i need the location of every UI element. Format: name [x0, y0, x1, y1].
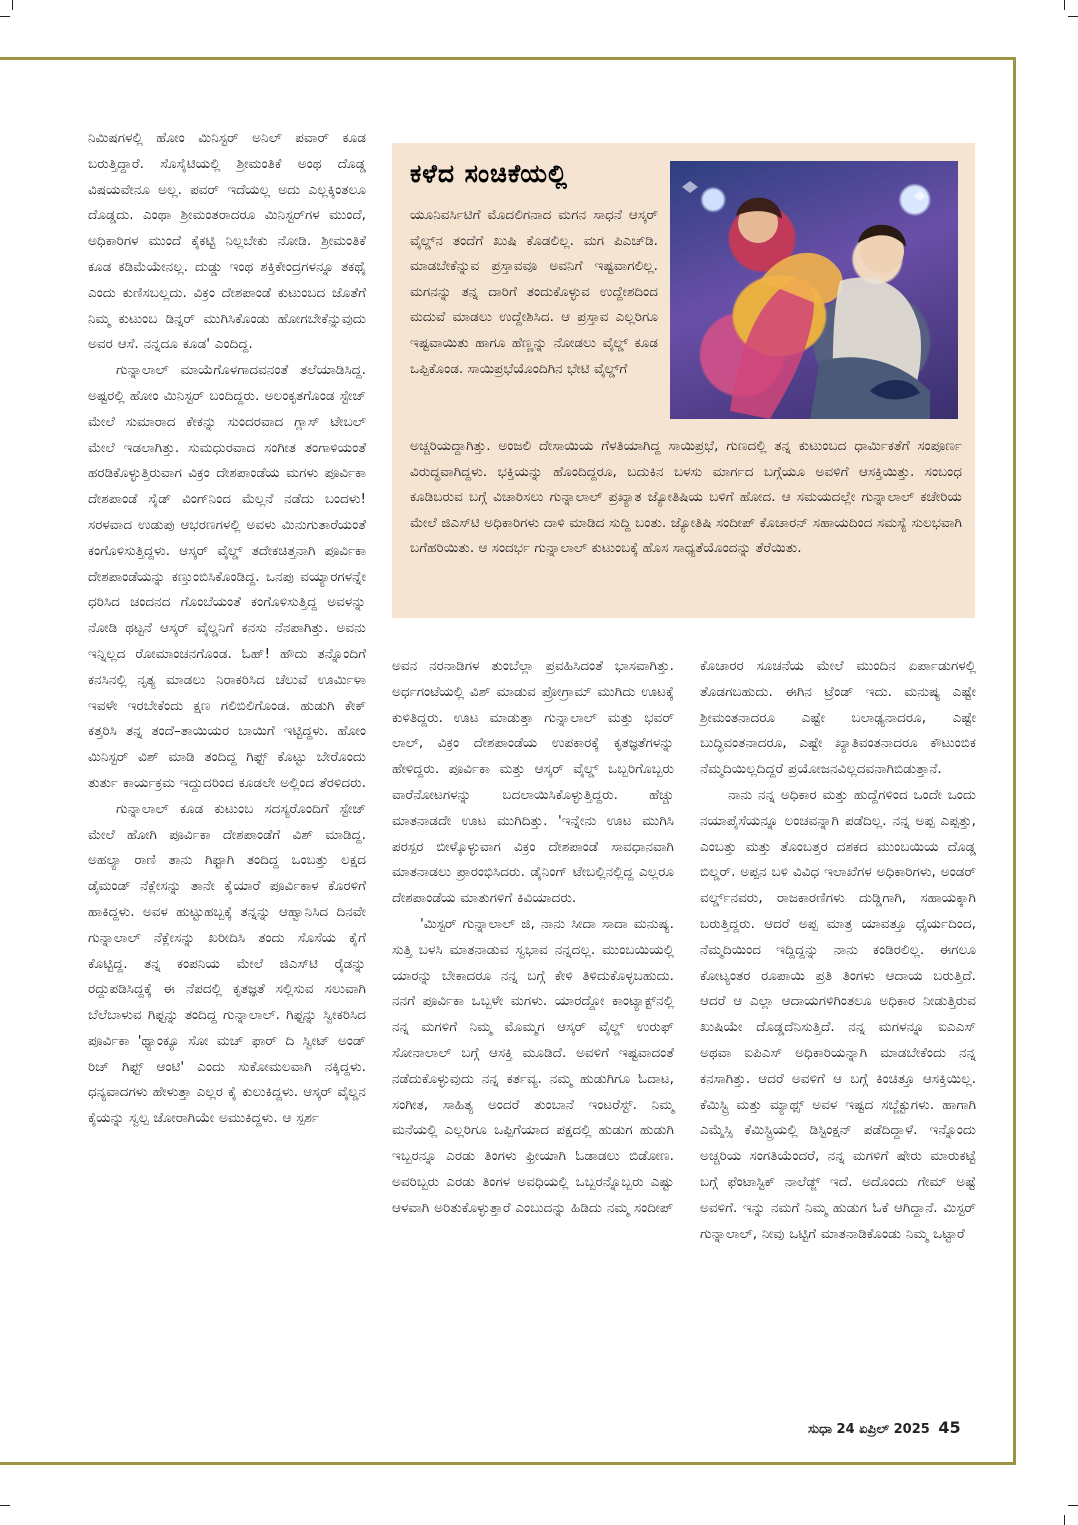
paragraph: ನಿಮಿಷಗಳಲ್ಲಿ ಹೋಂ ಮಿನಿಸ್ಟರ್ ಅನಿಲ್ ಪವಾರ್ ಕೂಡ ಬರುತ್ತಿದ್ದಾರೆ. ಸೊಸೈಟಿಯಲ್ಲಿ ಶ್ರೀಮಂತಿಕೆ ಅಂಥ ದೊಡ್ಡ ವಿಷಯವೇನೂ ಅಲ್ಲ. ಪವರ್ ಇದೆಯಲ್ಲ ಅದು ಎಲ್ಲಕ್ಕಿಂತಲೂ ದೊಡ್ಡದು. ಎಂಥಾ ಶ್ರೀಮಂತರಾದರೂ ಮಿನಿಸ್ಟರ್‌ಗಳ ಮುಂದೆ, ಅಧಿಕಾರಿಗಳ ಮುಂದೆ ಕೈಕಟ್ಟಿ ನಿಲ್ಲಬೇಕು ನೋಡಿ. ಶ್ರೀಮಂತಿಕೆ ಕೂಡ ಕಡಿಮೆಯೇನಲ್ಲ. ದುಡ್ಡು ಇಂಥ ಶಕ್ತಿಕೇಂದ್ರಗಳನ್ನೂ ತಕಥೈ ಎಂದು ಕುಣಿಸಬಲ್ಲದು. ವಿಕ್ರಂ ದೇಶಪಾಂಡೆ ಕುಟುಂಬದ ಜೊತೆಗೆ ನಿಮ್ಮ ಕುಟುಂಬ ಡಿನ್ನರ್ ಮುಗಿಸಿಕೊಂಡು ಹೋಗಬೇಕೆನ್ನುವುದು ಅವರ ಆಸೆ. ನನ್ನದೂ ಕೂಡ' ಎಂದಿದ್ದ. [88, 130, 366, 353]
crop-mark [1064, 0, 1065, 10]
crop-mark [0, 1505, 10, 1506]
previous-episode-summary: ಯೂನಿವರ್ಸಿಟಿಗೆ ಮೊದಲಿಗನಾದ ಮಗನ ಸಾಧನೆ ಆಸ್ಕರ್ ವೈಲ್ಡ್‌ನ ತಂದೆಗೆ ಖುಷಿ ಕೊಡಲಿಲ್ಲ. ಮಗ ಪಿಎಚ್‌ಡಿ. ಮಾಡಬೇಕೆನ್ನುವ ಪ್ರಸ್ತಾವವೂ ಅವನಿಗೆ ಇಷ್ಟವಾಗಲಿಲ್ಲ. ಮಗನನ್ನು ತನ್ನ ದಾರಿಗೆ ತಂದುಕೊಳ್ಳುವ ಉದ್ದೇಶದಿಂದ ಮದುವೆ ಮಾಡಲು ಉದ್ದೇಶಿಸಿದ. ಆ ಪ್ರಸ್ತಾವ ಎಲ್ಲರಿಗೂ ಇಷ್ಟವಾಯಿತು ಹಾಗೂ ಹೆಣ್ಣನ್ನು ನೋಡಲು ವೈಲ್ಡ್ ಕೂಡ ಒಪ್ಪಿಕೊಂಡ. ಸಾಯಿಪ್ರಭೆಯೊಂದಿಗಿನ ಭೇಟಿ ವೈಲ್ಡ್‌ಗೆ [410, 207, 658, 377]
crop-mark [1064, 1515, 1065, 1525]
illustration-couple-image [670, 161, 958, 419]
paragraph: ಗುನ್ನಾಲಾಲ್ ಕೂಡ ಕುಟುಂಬ ಸದಸ್ಯರೊಂದಿಗೆ ಸ್ಟೇಜ್ ಮೇಲೆ ಹೋಗಿ ಪೂರ್ವಿಕಾ ದೇಶಪಾಂಡೆಗೆ ವಿಶ್ ಮಾಡಿದ್ದ. ಅಹಲ್ಯಾ ರಾಣಿ ತಾನು ಗಿಫ್ಟಾಗಿ ತಂದಿದ್ದ ಒಂಬತ್ತು ಲಕ್ಷದ ಡೈಮಂಡ್ ನೆಕ್ಲೇಸನ್ನು ತಾನೇ ಕೈಯಾರೆ ಪೂರ್ವಿಕಾಳ ಕೊರಳಿಗೆ ಹಾಕಿದ್ದಳು. ಅವಳ ಹುಟ್ಟುಹಬ್ಬಕ್ಕೆ ತನ್ನನ್ನು ಆಹ್ವಾನಿಸಿದ ದಿನವೇ ಗುನ್ನಾಲಾಲ್ ನೆಕ್ಲೇಸನ್ನು ಖರೀದಿಸಿ ತಂದು ಸೊಸೆಯ ಕೈಗೆ ಕೊಟ್ಟಿದ್ದ. ತನ್ನ ಕಂಪನಿಯ ಮೇಲೆ ಜಿಎಸ್‌ಟಿ ರೈಡನ್ನು ರದ್ದುಪಡಿಸಿದ್ದಕ್ಕೆ ಈ ನೆಪದಲ್ಲಿ ಕೃತಜ್ಞತೆ ಸಲ್ಲಿಸುವ ಸಲುವಾಗಿ ಬೆಲೆಬಾಳುವ ಗಿಫ್ಟನ್ನು ತಂದಿದ್ದ ಗುನ್ನಾಲಾಲ್. ಗಿಫ್ಟನ್ನು ಸ್ವೀಕರಿಸಿದ ಪೂರ್ವಿಕಾ 'ಥ್ಯಾಂಕ್ಯೂ ಸೋ ಮಚ್ ಫಾರ್ ದಿ ಸ್ವೀಟ್ ಅಂಡ್ ರಿಚ್ ಗಿಫ್ಟ್ ಆಂಟಿ' ಎಂದು ಸುಕೋಮಲವಾಗಿ ನಕ್ಕಿದ್ದಳು. ಧನ್ಯವಾದಗಳು ಹೇಳುತ್ತಾ ಎಲ್ಲರ ಕೈ ಕುಲುಕಿದ್ದಳು. ಆಸ್ಕರ್ ವೈಲ್ಡನ ಕೈಯನ್ನು ಸ್ವಲ್ಪ ಜೋರಾಗಿಯೇ ಅಮುಕಿದ್ದಳು. ಆ ಸ್ಪರ್ಶ [88, 800, 366, 1127]
text-column-2 [392, 654, 674, 1222]
paragraph: ಗುನ್ನಾಲಾಲ್ ಮಾಯೆಗೊಳಗಾದವನಂತೆ ತಲೆಯಾಡಿಸಿದ್ದ. ಅಷ್ಟರಲ್ಲಿ ಹೋಂ ಮಿನಿಸ್ಟರ್ ಬಂದಿದ್ದರು. ಅಲಂಕೃತಗೊಂಡ ಸ್ಟೇಜ್ ಮೇಲೆ ಸುಮಾರಾದ ಕೇಕನ್ನು ಸುಂದರವಾದ ಗ್ಲಾಸ್ ಟೇಬಲ್ ಮೇಲೆ ಇಡಲಾಗಿತ್ತು. ಸುಮಧುರವಾದ ಸಂಗೀತ ತಂಗಾಳಿಯಂತೆ ಹರಡಿಕೊಳ್ಳುತ್ತಿರುವಾಗ ವಿಕ್ರಂ ದೇಶಪಾಂಡೆಯ ಮಗಳು ಪೂರ್ವಿಕಾ ದೇಶಪಾಂಡೆ ಸೈಡ್ ವಿಂಗ್‌ನಿಂದ ಮೆಲ್ಲನೆ ನಡೆದು ಬಂದಳು! ಸರಳವಾದ ಉಡುಪು ಆಭರಣಗಳಲ್ಲಿ ಅವಳು ಮಿನುಗುತಾರೆಯಂತೆ ಕಂಗೊಳಿಸುತ್ತಿದ್ದಳು. ಆಸ್ಕರ್ ವೈಲ್ಡ್ ತದೇಕಚಿತ್ತನಾಗಿ ಪೂರ್ವಿಕಾ ದೇಶಪಾಂಡೆಯನ್ನು ಕಣ್ತುಂಬಿಸಿಕೊಂಡಿದ್ದ. ಒನಪು ವಯ್ಯಾರಗಳನ್ನೇ ಧರಿಸಿದ ಚಂದನದ ಗೊಂಬೆಯಂತೆ ಕಂಗೊಳಿಸುತ್ತಿದ್ದ ಅವಳನ್ನು ನೋಡಿ ಥಟ್ಟನೆ ಆಸ್ಕರ್ ವೈಲ್ಡನಿಗೆ ಕನಸು ನೆನಪಾಗಿತ್ತು. ಅವನು ಇನ್ನಿಲ್ಲದ ರೋಮಾಂಚನಗೊಂಡ. ಓಹ್! ಹೌದು ತನ್ನೊಂದಿಗೆ ಕನಸಿನಲ್ಲಿ ನೃತ್ಯ ಮಾಡಲು ನಿರಾಕರಿಸಿದ ಚೆಲುವೆ ಊರ್ಮಿಳಾ ಇವಳೇ ಇರಬೇಕೆಂದು ಕ್ಷಣ ಗಲಿಬಿಲಿಗೊಂಡ. ಹುಡುಗಿ ಕೇಕ್ ಕತ್ತರಿಸಿ ತನ್ನ ತಂದೆ–ತಾಯಿಯರ ಬಾಯಿಗೆ ಇಟ್ಟಿದ್ದಳು. ಹೋಂ ಮಿನಿಸ್ಟರ್ ವಿಶ್ ಮಾಡಿ ತಂದಿದ್ದ ಗಿಫ್ಟ್ ಕೊಟ್ಟು ಬೇರೊಂದು ತುರ್ತು ಕಾರ್ಯಕ್ರಮ ಇದ್ದುದರಿಂದ ಕೂಡಲೇ ಅಲ್ಲಿಂದ ತೆರಳಿದರು. [88, 362, 366, 791]
previous-episode-box [392, 143, 975, 618]
paragraph: ಅವನ ನರನಾಡಿಗಳ ತುಂಬೆಲ್ಲಾ ಪ್ರವಹಿಸಿದಂತೆ ಭಾಸವಾಗಿತ್ತು. ಅರ್ಧಗಂಟೆಯಲ್ಲಿ ವಿಶ್ ಮಾಡುವ ಪ್ರೋಗ್ರಾಮ್ ಮುಗಿದು ಊಟಕ್ಕೆ ಕುಳಿತಿದ್ದರು. ಊಟ ಮಾಡುತ್ತಾ ಗುನ್ನಾಲಾಲ್ ಮತ್ತು ಭವರ್ ಲಾಲ್, ವಿಕ್ರಂ ದೇಶಪಾಂಡೆಯ ಉಪಕಾರಕ್ಕೆ ಕೃತಜ್ಞತೆಗಳನ್ನು ಹೇಳಿದ್ದರು. ಪೂರ್ವಿಕಾ ಮತ್ತು ಆಸ್ಕರ್ ವೈಲ್ಡ್ ಒಬ್ಬರಿಗೊಬ್ಬರು ವಾರೆನೋಟಗಳನ್ನು ಬದಲಾಯಿಸಿಕೊಳ್ಳುತ್ತಿದ್ದರು. ಹೆಚ್ಚು ಮಾತನಾಡದೇ ಊಟ ಮುಗಿದಿತ್ತು. 'ಇನ್ನೇನು ಊಟ ಮುಗಿಸಿ ಪರಸ್ಪರ ಬೀಳ್ಕೊಳ್ಳುವಾಗ ವಿಕ್ರಂ ದೇಶಪಾಂಡೆ ಸಾವಧಾನವಾಗಿ ಮಾತನಾಡಲು ಪ್ರಾರಂಭಿಸಿದರು. ಡೈನಿಂಗ್ ಟೇಬಲ್ಲಿನಲ್ಲಿದ್ದ ಎಲ್ಲರೂ ದೇಶಪಾಂಡೆಯ ಮಾತುಗಳಿಗೆ ಕಿವಿಯಾದರು. [392, 658, 674, 907]
crop-mark [1068, 1505, 1078, 1506]
crop-mark [12, 0, 13, 10]
text-column-1 [88, 126, 366, 1132]
paragraph: ಕೊಚಾರರ ಸೂಚನೆಯ ಮೇಲೆ ಮುಂದಿನ ಏರ್ಪಾಡುಗಳಲ್ಲಿ ತೊಡಗಬಹುದು. ಈಗಿನ ಟ್ರೆಂಡ್ ಇದು. ಮನುಷ್ಯ ಎಷ್ಟೇ ಶ್ರೀಮಂತನಾದರೂ ಎಷ್ಟೇ ಬಲಾಢ್ಯನಾದರೂ, ಎಷ್ಟೇ ಬುದ್ಧಿವಂತನಾದರೂ, ಎಷ್ಟೇ ಖ್ಯಾತಿವಂತನಾದರೂ ಕೌಟುಂಬಿಕ ನೆಮ್ಮದಿಯಿಲ್ಲದಿದ್ದರೆ ಪ್ರಯೋಜನವಿಲ್ಲದವನಾಗಿಬಿಡುತ್ತಾನೆ. [700, 658, 976, 778]
page-number: 45 [938, 1418, 961, 1437]
paragraph: ನಾನು ನನ್ನ ಅಧಿಕಾರ ಮತ್ತು ಹುದ್ದೆಗಳಿಂದ ಒಂದೇ ಒಂದು ನಯಾಪೈಸೆಯನ್ನೂ ಲಂಚವನ್ನಾಗಿ ಪಡೆದಿಲ್ಲ. ನನ್ನ ಅಪ್ಪ ಎಪ್ಪತ್ತು, ಎಂಬತ್ತು ಮತ್ತು ತೊಂಬತ್ತರ ದಶಕದ ಮುಂಬಯಿಯ ದೊಡ್ಡ ಬಿಲ್ಡರ್. ಅಪ್ಪನ ಬಳಿ ವಿವಿಧ ಇಲಾಖೆಗಳ ಅಧಿಕಾರಿಗಳು, ಅಂಡರ್ ವರ್ಲ್ಡ್‌ನವರು, ರಾಜಕಾರಣಿಗಳು ದುಡ್ಡಿಗಾಗಿ, ಸಹಾಯಕ್ಕಾಗಿ ಬರುತ್ತಿದ್ದರು. ಆದರೆ ಅಪ್ಪ ಮಾತ್ರ ಯಾವತ್ತೂ ಧೈರ್ಯದಿಂದ, ನೆಮ್ಮದಿಯಿಂದ ಇದ್ದಿದ್ದನ್ನು ನಾನು ಕಂಡಿರಲಿಲ್ಲ. ಈಗಲೂ ಕೋಟ್ಯಂತರ ರೂಪಾಯಿ ಪ್ರತಿ ತಿಂಗಳು ಆದಾಯ ಬರುತ್ತಿದೆ. ಆದರೆ ಆ ಎಲ್ಲಾ ಆದಾಯಗಳಿಗಿಂತಲೂ ಅಧಿಕಾರ ನೀಡುತ್ತಿರುವ ಖುಷಿಯೇ ದೊಡ್ಡದೆನಿಸುತ್ತಿದೆ. ನನ್ನ ಮಗಳನ್ನೂ ಐಎಎಸ್ ಅಥವಾ ಐಪಿಎಸ್ ಅಧಿಕಾರಿಯನ್ನಾಗಿ ಮಾಡಬೇಕೆಂದು ನನ್ನ ಕನಸಾಗಿತ್ತು. ಆದರೆ ಅವಳಿಗೆ ಆ ಬಗ್ಗೆ ಕಿಂಚಿತ್ತೂ ಆಸಕ್ತಿಯಿಲ್ಲ. ಕೆಮಿಸ್ಟ್ರಿ ಮತ್ತು ಮ್ಯಾಥ್ಸ್ ಅವಳ ಇಷ್ಟದ ಸಬ್ಜೆಕ್ಟುಗಳು. ಹಾಗಾಗಿ ಎಮ್ಮೆಸ್ಸಿ ಕೆಮಿಸ್ಟ್ರಿಯಲ್ಲಿ ಡಿಸ್ಟಿಂಕ್ಷನ್ ಪಡೆದಿದ್ದಾಳೆ. ಇನ್ನೊಂದು ಅಚ್ಚರಿಯ ಸಂಗತಿಯೆಂದರೆ, ನನ್ನ ಮಗಳಿಗೆ ಷೇರು ಮಾರುಕಟ್ಟೆ ಬಗ್ಗೆ ಫೆಂಟಾಸ್ಟಿಕ್ ನಾಲೆಡ್ಜ್ ಇದೆ. ಅದೊಂದು ಗೇಮ್ ಅಷ್ಟೆ ಅವಳಿಗೆ. ಇನ್ನು ನಮಗೆ ನಿಮ್ಮ ಹುಡುಗ ಓಕೆ ಆಗಿದ್ದಾನೆ. ಮಿಸ್ಟರ್ ಗುನ್ನಾಲಾಲ್, ನೀವು ಒಟ್ಟಿಗೆ ಮಾತನಾಡಿಕೊಂಡು ನಿಮ್ಮ ಒಟ್ಟಾರೆ [700, 786, 976, 1242]
previous-episode-title: ಕಳೆದ ಸಂಚಿಕೆಯಲ್ಲಿ [410, 159, 568, 188]
text-column-3 [700, 654, 976, 1247]
previous-episode-summary-continued: ಅಚ್ಚರಿಯದ್ದಾಗಿತ್ತು. ಅಂಜಲಿ ದೇಸಾಯಿಯ ಗೆಳತಿಯಾಗಿದ್ದ ಸಾಯಿಪ್ರಭೆ, ಗುಣದಲ್ಲಿ ತನ್ನ ಕುಟುಂಬದ ಧಾರ್ಮಿಕತೆಗೆ ಸಂಪೂರ್ಣ ವಿರುದ್ಧವಾಗಿದ್ದಳು. ಭಕ್ತಿಯನ್ನು ಹೊಂದಿದ್ದರೂ, ಬದುಕಿನ ಬಳಸು ಮಾರ್ಗದ ಬಗ್ಗೆಯೂ ಅವಳಿಗೆ ಆಸಕ್ತಿಯಿತ್ತು. ಸಂಬಂಧ ಕೂಡಿಬರುವ ಬಗ್ಗೆ ವಿಚಾರಿಸಲು ಗುನ್ನಾಲಾಲ್ ಪ್ರಖ್ಯಾತ ಜ್ಯೋತಿಷಿಯ ಬಳಿಗೆ ಹೋದ. ಆ ಸಮಯದಲ್ಲೇ ಗುನ್ನಾಲಾಲ್ ಕಚೇರಿಯ ಮೇಲೆ ಜಿಎಸ್‌ಟಿ ಅಧಿಕಾರಿಗಳು ದಾಳಿ ಮಾಡಿದ ಸುದ್ದಿ ಬಂತು. ಜ್ಯೋತಿಷಿ ಸಂದೀಪ್ ಕೊಚಾರನ್ ಸಹಾಯದಿಂದ ಸಮಸ್ಯೆ ಸುಲಭವಾಗಿ ಬಗೆಹರಿಯಿತು. ಆ ಸಂದರ್ಭ ಗುನ್ನಾಲಾಲ್ ಕುಟುಂಬಕ್ಕೆ ಹೊಸ ಸಾಧ್ಯತೆಯೊಂದನ್ನು ತೆರೆಯಿತು. [410, 438, 962, 557]
issue-info: ಸುಧಾ 24 ಏಪ್ರಿಲ್ 2025 [808, 1422, 930, 1437]
illustration-art [670, 161, 958, 419]
crop-mark [1068, 16, 1078, 17]
crop-mark [0, 16, 10, 17]
page-footer [808, 1418, 961, 1437]
paragraph: 'ಮಿಸ್ಟರ್ ಗುನ್ನಾಲಾಲ್ ಜಿ, ನಾನು ಸೀದಾ ಸಾದಾ ಮನುಷ್ಯ. ಸುತ್ತಿ ಬಳಸಿ ಮಾತನಾಡುವ ಸ್ವಭಾವ ನನ್ನದಲ್ಲ. ಮುಂಬಯಿಯಲ್ಲಿ ಯಾರನ್ನು ಬೇಕಾದರೂ ನನ್ನ ಬಗ್ಗೆ ಕೇಳಿ ತಿಳಿದುಕೊಳ್ಳಬಹುದು. ನನಗೆ ಪೂರ್ವಿಕಾ ಒಬ್ಬಳೇ ಮಗಳು. ಯಾರದ್ದೋ ಕಾಂಟ್ಯಾಕ್ಟ್‌ನಲ್ಲಿ ನನ್ನ ಮಗಳಿಗೆ ನಿಮ್ಮ ಮೊಮ್ಮಗ ಆಸ್ಕರ್ ವೈಲ್ಡ್ ಉರುಫ್ ಸೋನಾಲಾಲ್ ಬಗ್ಗೆ ಆಸಕ್ತಿ ಮೂಡಿದೆ. ಅವಳಿಗೆ ಇಷ್ಟವಾದಂತೆ ನಡೆದುಕೊಳ್ಳುವುದು ನನ್ನ ಕರ್ತವ್ಯ. ನಮ್ಮ ಹುಡುಗಿಗೂ ಓದಾಟ, ಸಂಗೀತ, ಸಾಹಿತ್ಯ ಅಂದರೆ ತುಂಬಾನೆ ಇಂಟರೆಸ್ಟ್. ನಿಮ್ಮ ಮನೆಯಲ್ಲಿ ಎಲ್ಲರಿಗೂ ಒಪ್ಪಿಗೆಯಾದ ಪಕ್ಷದಲ್ಲಿ ಹುಡುಗ ಹುಡುಗಿ ಇಬ್ಬರನ್ನೂ ಎರಡು ತಿಂಗಳು ಫ್ರೀಯಾಗಿ ಓಡಾಡಲು ಬಿಡೋಣ. ಅವರಿಬ್ಬರು ಎರಡು ತಿಂಗಳ ಅವಧಿಯಲ್ಲಿ ಒಬ್ಬರನ್ನೊಬ್ಬರು ಎಷ್ಟು ಆಳವಾಗಿ ಅರಿತುಕೊಳ್ಳುತ್ತಾರೆ ಎಂಬುದನ್ನು ಹಿಡಿದು ನಮ್ಮ ಸಂದೀಪ್ [392, 915, 674, 1216]
